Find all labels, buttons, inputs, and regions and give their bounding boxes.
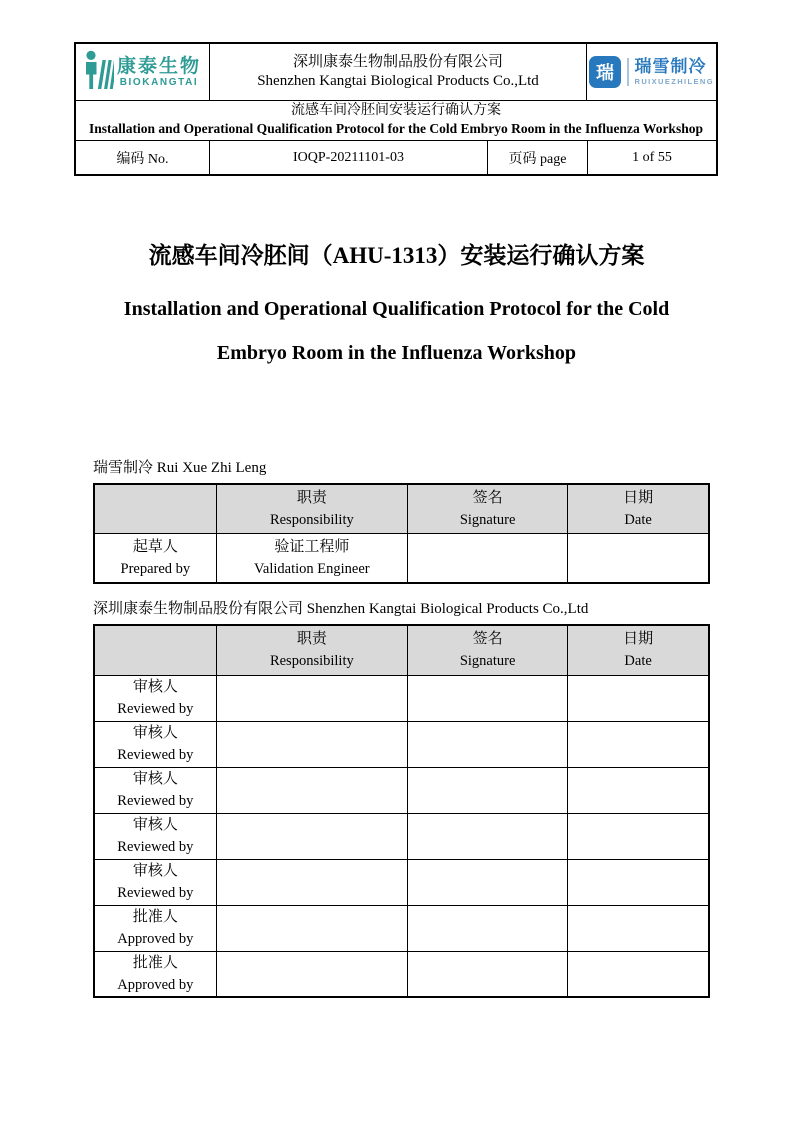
- role-cell: 审核人 Reviewed by: [94, 721, 216, 767]
- kangtai-section-label-cn: 深圳康泰生物制品股份有限公司: [93, 601, 304, 617]
- table-header-row: [94, 484, 709, 533]
- ruixue-logo-cn: 瑞雪制冷: [634, 57, 707, 77]
- role-cell: 审核人 Reviewed by: [94, 675, 216, 721]
- role-cell: 起草人 Prepared by: [94, 533, 216, 583]
- main-title-en-line2: Embryo Room in the Influenza Workshop: [216, 342, 577, 364]
- responsibility-cell: [216, 767, 407, 813]
- date-cell: [568, 767, 709, 813]
- header-date: 日期 Date: [568, 625, 709, 675]
- responsibility-cell: [216, 813, 407, 859]
- date-cell: [568, 813, 709, 859]
- role-cell: 审核人 Reviewed by: [94, 813, 216, 859]
- header-responsibility: 职责 Responsibility: [216, 625, 407, 675]
- responsibility-cell: [216, 905, 407, 951]
- date-cell: [568, 859, 709, 905]
- company-name-block: [210, 44, 586, 100]
- signature-sections: [93, 458, 710, 998]
- code-value: IOQP-20211101-03: [210, 141, 488, 174]
- kangtai-logo-text: [117, 57, 201, 88]
- date-cell: [568, 905, 709, 951]
- table-row-reviewed-by: [94, 721, 709, 767]
- kangtai-logo: [76, 44, 210, 100]
- role-cell: 批准人 Approved by: [94, 951, 216, 997]
- header-date: 日期 Date: [568, 484, 709, 533]
- doc-title-en: Installation and Operational Qualification Protocol for the Cold Embryo Room in the Influenza Workshop: [89, 121, 703, 136]
- role-cell: 审核人 Reviewed by: [94, 859, 216, 905]
- ruixue-section-label-en: Rui Xue Zhi Leng: [156, 460, 267, 476]
- page-number: 1 of 55: [632, 149, 672, 165]
- ruixue-signature-table: [93, 483, 710, 584]
- responsibility-cell: [216, 951, 407, 997]
- signature-cell: [407, 813, 567, 859]
- header-signature: 签名 Signature: [407, 484, 567, 533]
- table-header-row: [94, 625, 709, 675]
- kangtai-logo-cn: 康泰生物: [116, 55, 201, 77]
- signature-cell: [407, 721, 567, 767]
- date-cell: [568, 675, 709, 721]
- ruixue-section-label: [93, 458, 710, 478]
- header-code-row: [76, 140, 716, 174]
- table-row-approved-by: [94, 951, 709, 997]
- doc-title-cn: 流感车间冷胚间安装运行确认方案: [291, 103, 501, 118]
- role-cell: 审核人 Reviewed by: [94, 767, 216, 813]
- kangtai-person-icon: [84, 50, 114, 95]
- ruixue-section-label-cn: 瑞雪制冷: [93, 460, 154, 476]
- table-row-prepared-by: [94, 533, 709, 583]
- header-empty-cell: [94, 484, 216, 533]
- signature-cell: [407, 951, 567, 997]
- ruixue-logo: [586, 44, 716, 100]
- logo-divider: [627, 58, 629, 86]
- main-title-block: [0, 240, 793, 368]
- responsibility-cell: [216, 675, 407, 721]
- header-responsibility: 职责 Responsibility: [216, 484, 407, 533]
- signature-cell: [407, 905, 567, 951]
- kangtai-section-label-en: Shenzhen Kangtai Biological Products Co.,Ltd: [306, 601, 589, 617]
- main-title-en-line1: Installation and Operational Qualification Protocol for the Cold: [123, 298, 670, 320]
- code-label: 编码 No.: [76, 141, 210, 174]
- header-doc-title-row: [76, 100, 716, 140]
- table-row-approved-by: [94, 905, 709, 951]
- date-cell: [568, 721, 709, 767]
- role-cell: 批准人 Approved by: [94, 905, 216, 951]
- signature-cell: [407, 533, 567, 583]
- company-name-en: Shenzhen Kangtai Biological Products Co.,Ltd: [257, 73, 539, 89]
- table-row-reviewed-by: [94, 813, 709, 859]
- header-logo-row: [76, 44, 716, 100]
- company-name-cn: 深圳康泰生物制品股份有限公司: [292, 54, 503, 70]
- ruixue-seal-icon: 瑞: [589, 56, 621, 88]
- responsibility-cell: [216, 859, 407, 905]
- header-signature: 签名 Signature: [407, 625, 567, 675]
- main-title-cn: 流感车间冷胚间（AHU-1313）安装运行确认方案: [148, 243, 645, 268]
- signature-cell: [407, 767, 567, 813]
- page-label: 页码 page: [488, 141, 588, 174]
- kangtai-section-label: [93, 599, 710, 619]
- kangtai-signature-table: [93, 624, 710, 998]
- document-header: [74, 42, 718, 176]
- date-cell: [568, 533, 709, 583]
- responsibility-cell: 验证工程师 Validation Engineer: [216, 533, 407, 583]
- kangtai-logo-en: BIOKANGTAI: [119, 76, 199, 88]
- header-empty-cell: [94, 625, 216, 675]
- signature-cell: [407, 859, 567, 905]
- table-row-reviewed-by: [94, 675, 709, 721]
- ruixue-logo-text: [635, 58, 714, 86]
- kangtai-section: [93, 599, 710, 998]
- table-row-reviewed-by: [94, 859, 709, 905]
- table-row-reviewed-by: [94, 767, 709, 813]
- ruixue-logo-en: RUIXUEZHILENG: [634, 77, 714, 87]
- signature-cell: [407, 675, 567, 721]
- ruixue-section: [93, 458, 710, 584]
- responsibility-cell: [216, 721, 407, 767]
- date-cell: [568, 951, 709, 997]
